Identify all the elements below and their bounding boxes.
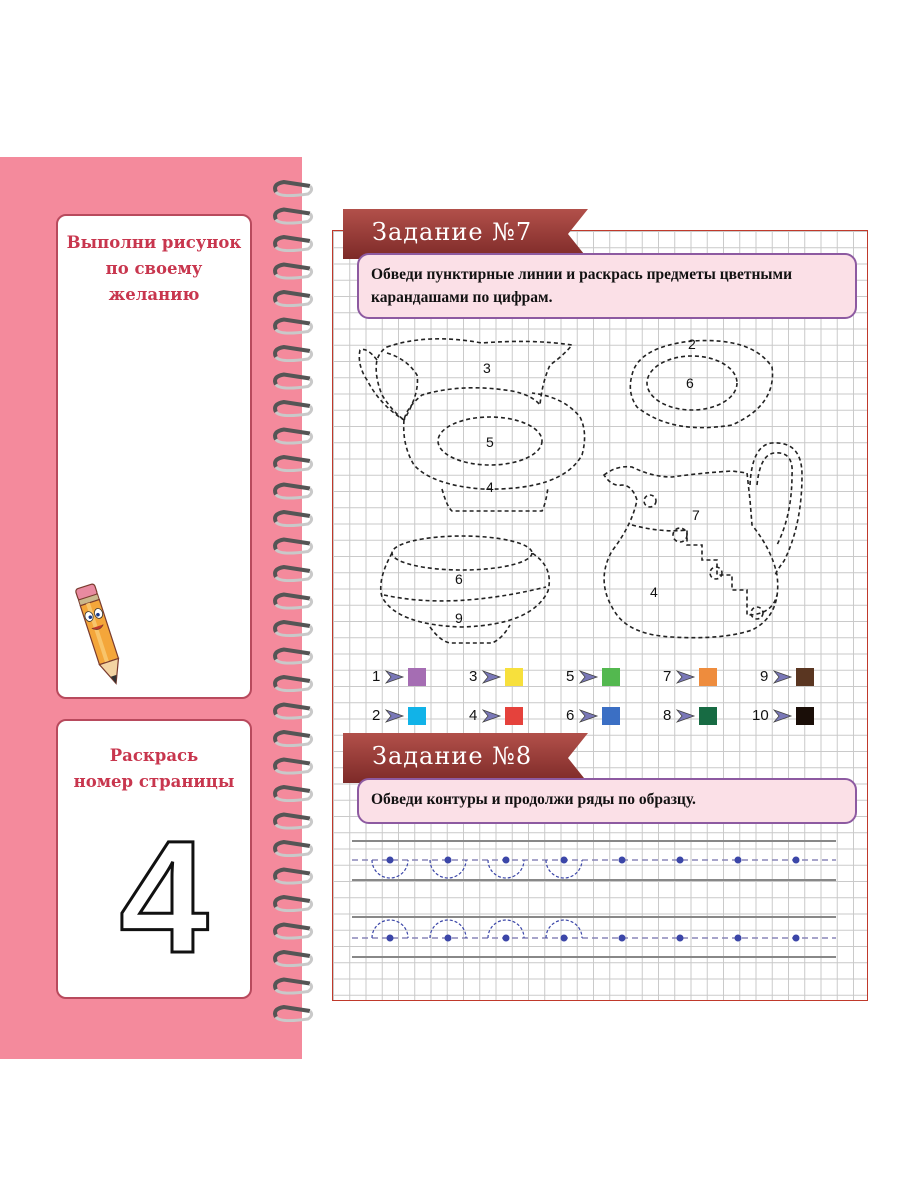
color-swatch	[699, 668, 717, 686]
spiral-ring	[275, 512, 312, 526]
zone-jug-top: 3	[483, 360, 491, 376]
spiral-ring	[275, 402, 312, 416]
legend-item	[564, 665, 624, 689]
arrow-right-icon	[482, 670, 502, 684]
spiral-ring	[275, 897, 312, 911]
legend-item	[370, 704, 430, 728]
color-swatch	[796, 707, 814, 725]
coloring-drawings[interactable]	[332, 325, 872, 655]
legend-item	[370, 665, 430, 689]
spiral-ring	[275, 815, 312, 829]
svg-text:4: 4	[119, 827, 209, 967]
task7-title: Задание №7	[372, 218, 533, 246]
legend-number: 1	[372, 668, 381, 685]
legend-number: 4	[469, 707, 478, 724]
arrow-right-icon	[773, 709, 793, 723]
zone-jug-bowl: 5	[486, 434, 494, 450]
plate-drawing[interactable]	[630, 341, 772, 428]
spiral-ring	[275, 540, 312, 554]
spiral-ring	[275, 457, 312, 471]
spiral-ring	[275, 237, 312, 251]
legend-item	[661, 665, 721, 689]
legend-item	[758, 665, 818, 689]
color-legend-row-2	[370, 704, 830, 728]
spiral-ring	[275, 347, 312, 361]
color-swatch	[408, 707, 426, 725]
arrow-right-icon	[676, 709, 696, 723]
spiral-ring	[275, 265, 312, 279]
spiral-ring	[275, 320, 312, 334]
spiral-ring	[275, 1007, 312, 1021]
zone-pitcher-bottom: 4	[650, 584, 658, 600]
legend-number: 6	[566, 707, 575, 724]
arrow-right-icon	[676, 670, 696, 684]
legend-number: 3	[469, 668, 478, 685]
bowl-drawing[interactable]	[381, 536, 550, 643]
spiral-ring	[275, 732, 312, 746]
legend-item	[752, 704, 818, 728]
spiral-ring	[275, 705, 312, 719]
task8-instruction	[357, 778, 857, 824]
arrow-right-icon	[773, 670, 793, 684]
color-page-number-title-line2: номер страницы	[73, 772, 235, 791]
spiral-ring	[275, 980, 312, 994]
zone-pitcher-top: 7	[692, 507, 700, 523]
arrow-right-icon	[385, 709, 405, 723]
legend-number: 7	[663, 668, 672, 685]
arrow-right-icon	[482, 709, 502, 723]
zone-jug-base: 4	[486, 479, 494, 495]
zone-plate-inner: 6	[686, 375, 694, 391]
legend-item	[661, 704, 721, 728]
spiral-ring	[275, 210, 312, 224]
spiral-ring	[275, 870, 312, 884]
spiral-ring	[275, 760, 312, 774]
spiral-ring	[275, 595, 312, 609]
spiral-ring	[275, 622, 312, 636]
legend-number: 9	[760, 668, 769, 685]
spiral-binding	[270, 178, 316, 1028]
zone-bowl-top: 6	[455, 571, 463, 587]
color-swatch	[602, 668, 620, 686]
color-page-number-card[interactable]	[56, 719, 252, 999]
color-swatch	[602, 707, 620, 725]
color-swatch	[505, 668, 523, 686]
arrow-right-icon	[579, 709, 599, 723]
legend-number: 2	[372, 707, 381, 724]
zone-plate-outer: 2	[688, 336, 696, 352]
pencil-mascot-icon	[70, 574, 130, 694]
color-swatch	[699, 707, 717, 725]
task8-instruction-text: Обведи контуры и продолжи ряды по образцу.	[371, 791, 696, 808]
task8-title: Задание №8	[372, 742, 533, 770]
task7-instruction-line1: Обведи пунктирные линии и раскрась предметы цветными	[371, 266, 793, 283]
spiral-ring	[275, 677, 312, 691]
task7-instruction-line2: карандашами по цифрам.	[371, 289, 553, 306]
legend-number: 10	[752, 707, 769, 724]
free-drawing-title	[58, 230, 250, 308]
pattern-practice[interactable]	[350, 835, 850, 975]
legend-item	[564, 704, 624, 728]
spiral-ring	[275, 375, 312, 389]
spiral-ring	[275, 842, 312, 856]
spiral-ring	[275, 485, 312, 499]
free-drawing-title-line2: по своему желанию	[105, 259, 203, 304]
spiral-ring	[275, 567, 312, 581]
task7-instruction	[357, 253, 857, 319]
color-page-number-title	[58, 743, 250, 795]
arrow-right-icon	[385, 670, 405, 684]
legend-item	[467, 665, 527, 689]
arrow-right-icon	[579, 670, 599, 684]
pitcher-drawing[interactable]	[604, 443, 802, 638]
color-legend-row-1	[370, 665, 830, 689]
color-page-number-title-line1: Раскрась	[109, 746, 199, 765]
legend-item	[467, 704, 527, 728]
spiral-ring	[275, 787, 312, 801]
legend-number: 8	[663, 707, 672, 724]
zone-bowl-bottom: 9	[455, 610, 463, 626]
color-swatch	[408, 668, 426, 686]
free-drawing-title-line1: Выполни рисунок	[66, 233, 242, 252]
legend-number: 5	[566, 668, 575, 685]
spiral-ring	[275, 430, 312, 444]
spiral-ring	[275, 292, 312, 306]
spiral-ring	[275, 952, 312, 966]
pattern-row-2[interactable]	[352, 917, 836, 957]
jug-drawing[interactable]	[359, 339, 584, 511]
color-swatch	[796, 668, 814, 686]
spiral-ring	[275, 925, 312, 939]
spiral-ring	[275, 650, 312, 664]
free-drawing-card[interactable]	[56, 214, 252, 699]
spiral-ring	[275, 182, 312, 196]
page-number-outline[interactable]	[104, 827, 224, 967]
pattern-row-1[interactable]	[352, 841, 836, 880]
color-swatch	[505, 707, 523, 725]
